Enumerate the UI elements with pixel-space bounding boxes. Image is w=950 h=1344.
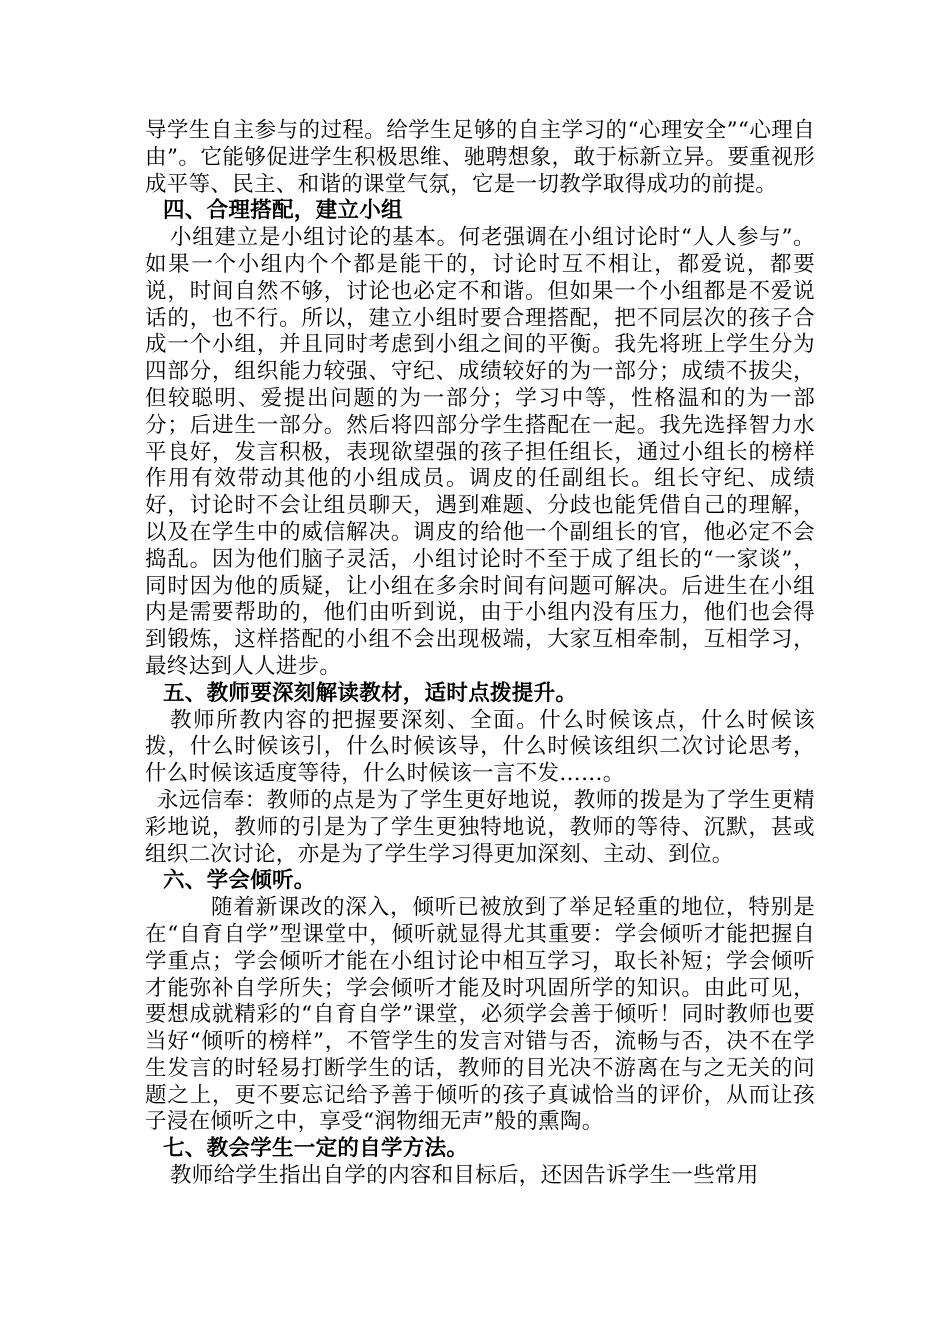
section-heading-6: 六、学会倾听。 [163,868,316,894]
paragraph-listening: 随着新课改的深入，倾听已被放到了举足轻重的地位，特别是在“自育自学”型课堂中，倾听就显得尤其重要：学会倾听才能把握自学重点；学会倾听才能在小组讨论中相互学习，取长补短；学会倾听才能弥补自学所失；学会倾听才能及时巩固所学的知识。由此可见，要想成就精彩的“自育自学”课堂，必须学会善于倾听！同时教师也要当好“倾听的榜样”，不管学生的发言对错与否，流畅与否，决不在学生发言的时轻易打断学生的话，教师的目光决不游离在与之无关的问题之上，更不要忘记给予善于倾听的孩子真诚恰当的评价，从而让孩子浸在倾听之中，享受“润物细无声”般的熏陶。 [145,895,815,1135]
document-page [145,118,815,1190]
paragraph-teacher-content: 教师所教内容的把握要深刻、全面。什么时候该点，什么时候该拨，什么时候该引，什么时候该导，什么时候该组织二次讨论思考，什么时候该适度等待，什么时候该一言不发……。 [145,707,815,787]
paragraph-belief: 永远信奉：教师的点是为了学生更好地说，教师的拨是为了学生更精彩地说，教师的引是为了学生更独特地说，教师的等待、沉默，甚或组织二次讨论，亦是为了学生学习得更加深刻、主动、到位。 [145,787,815,867]
section-heading-5: 五、教师要深刻解读教材，适时点拨提升。 [163,680,578,706]
paragraph-intro: 导学生自主参与的过程。给学生足够的自主学习的“心理安全”“心理自由”。它能够促进学生积极思维、驰聘想象，敢于标新立异。要重视形成平等、民主、和谐的课堂气氛，它是一切教学取得成功的前提。 [145,118,815,197]
section-heading-7: 七、教会学生一定的自学方法。 [163,1136,469,1162]
paragraph-group-building: 小组建立是小组讨论的基本。何老强调在小组讨论时“人人参与”。如果一个小组内个个都是能干的，讨论时互不相让，都爱说，都要说，时间自然不够，讨论也必定不和谐。但如果一个小组都是不爱说话的，也不行。所以，建立小组时要合理搭配，把不同层次的孩子合成一个小组，并且同时考虑到小组之间的平衡。我先将班上学生分为四部分，组织能力较强、守纪、成绩较好的为一部分；成绩不拔尖，但较聪明、爱提出问题的为一部分；学习中等，性格温和的为一部分；后进生一部分。然后将四部分学生搭配在一起。我先选择智力水平良好，发言积极，表现欲望强的孩子担任组长，通过小组长的榜样作用有效带动其他的小组成员。调皮的任副组长。组长守纪、成绩好，讨论时不会让组员聊天，遇到难题、分歧也能凭借自己的理解，以及在学生中的威信解决。调皮的给他一个副组长的官，他必定不会捣乱。因为他们脑子灵活，小组讨论时不至于成了组长的“一家谈”，同时因为他的质疑，让小组在多余时间有问题可解决。后进生在小组内是需要帮助的，他们由听到说，由于小组内没有压力，他们也会得到锻炼，这样搭配的小组不会出现极端，大家互相牵制，互相学习，最终达到人人进步。 [145,225,815,679]
paragraph-self-study: 教师给学生指出自学的内容和目标后，还因告诉学生一些常用 [170,1163,759,1189]
section-heading-4: 四、合理搭配，建立小组 [163,198,403,224]
